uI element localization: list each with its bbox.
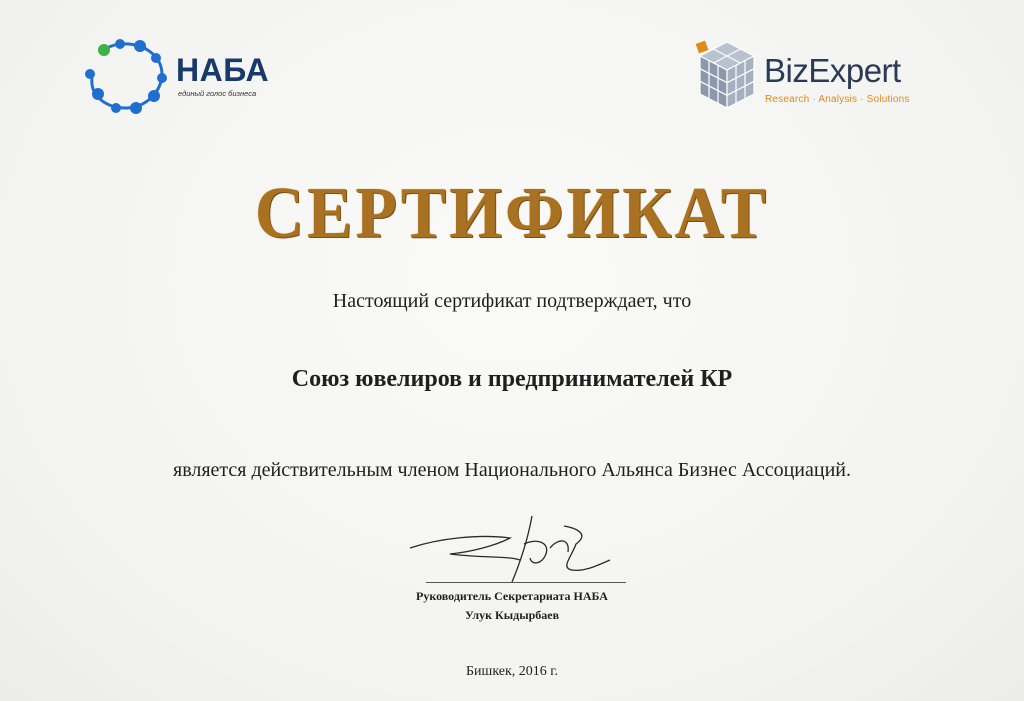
handwritten-signature	[400, 508, 620, 588]
bizexpert-logo	[694, 38, 944, 112]
certificate-intro: Настоящий сертификат подтверждает, что	[332, 290, 692, 312]
naba-ring-icon	[80, 38, 170, 118]
signature-line	[426, 582, 626, 583]
certificate-statement: является действительным членом Национального Альянса Бизнес Ассоциаций.	[173, 459, 851, 481]
certificate-title: СЕРТИФИКАТ	[254, 170, 770, 253]
signatory-title: Руководитель Секретариата НАБА	[416, 589, 608, 603]
cube-grid-icon	[694, 38, 760, 112]
bizexpert-logo-title: BizExpert	[764, 52, 901, 89]
place-and-date: Бишкек, 2016 г.	[466, 664, 558, 679]
naba-logo-tagline: единый голос бизнеса	[178, 89, 257, 98]
certificate-organization: Союз ювелиров и предпринимателей КР	[291, 366, 733, 392]
naba-logo	[80, 38, 300, 118]
signatory-name: Улук Кыдырбаев	[464, 608, 560, 622]
naba-logo-title: НАБА	[176, 52, 270, 88]
bizexpert-logo-tagline: Research · Analysis · Solutions	[765, 94, 910, 105]
